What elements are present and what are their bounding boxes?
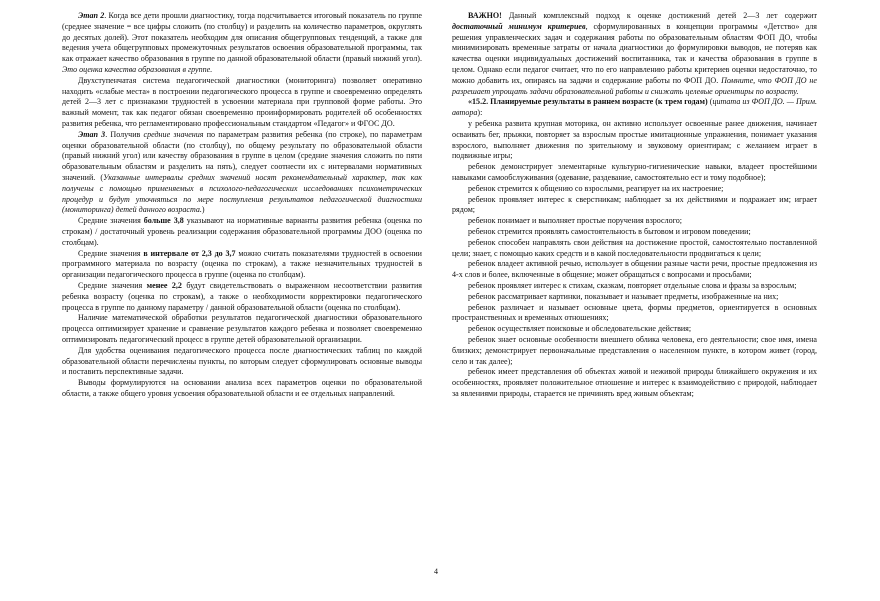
left-text: . Когда все дети прошли диагностику, тогда подсчитывается итоговый показатель по группе (среднее значение = все цифры сложить (по столбцу) и разделить на количество параметров, округлять до десятых долей). Этот показатель необходим для описания общегрупповых тенденций, а также для ведения учета общегрупповых промежуточных результатов освоения образовательной программы, так как отражает качество образования в группе по данной образовательной области (правый нижний угол). <box>62 11 422 64</box>
right-paragraph <box>452 335 817 367</box>
left-text: Средние значения <box>78 280 147 290</box>
left-emphasis: Это оценка качества образования в группе. <box>62 64 213 74</box>
right-text: ребенок понимает и выполняет простые поручения взрослого; <box>468 216 682 226</box>
left-text: по параметрам развития ребенка (по строке), по параметрам оценки образовательной области (по столбцу), по общему результату по образовательной области (правый нижний угол) или качеству образования в группе в целом (средние значения сложить по пяти образовательным областям и разделить на пять), следует соотнести их с интервалами нормативных значений. ( <box>62 129 422 182</box>
left-emphasis: средние значения <box>143 129 204 139</box>
left-paragraph <box>62 313 422 345</box>
right-text: ребенок демонстрирует элементарные культурно-гигиенические навыки, владеет простейшими навыками самообслуживания (одевание, раздевание, самостоятельно ест и тому подобное); <box>452 162 817 182</box>
left-text: Наличие математической обработки результатов педагогической диагностики образовательного процесса оптимизирует хранение и сравнение результатов каждого ребенка и позволяет своевременно оптимизировать педагогический процесс в группе детей образовательной организации. <box>62 313 422 344</box>
left-emphasis: в интервале от 2,3 до 3,7 <box>143 248 236 258</box>
right-paragraph <box>452 303 817 325</box>
right-text: ребенок владеет активной речью, использует в общении разные части речи, простые предложения из 4-х слов и более, включенные в общение; может обращаться с вопросами и просьбами; <box>452 259 817 280</box>
right-text: ): <box>477 108 483 118</box>
right-paragraph <box>452 184 817 195</box>
right-text: ребенок рассматривает картинки, показывает и называет предметы, изображенные на них; <box>468 291 779 301</box>
left-text: Для удобства оценивания педагогического процесса после диагностических таблиц по каждой образовательной области перечислены пункты, по которым следует сформулировать основные выводы и поставить перспективные задачи. <box>62 345 422 377</box>
left-paragraph <box>62 346 422 378</box>
right-emphasis: ВАЖНО! <box>468 11 502 20</box>
right-paragraph <box>452 195 817 217</box>
left-text: ) <box>201 205 205 215</box>
right-text: ребенок стремится проявлять самостоятельность в бытовом и игровом поведении; <box>468 226 751 236</box>
right-paragraph <box>452 119 817 162</box>
right-text: , сформулированных в концепции программы «Детство» для решения управленческих задач и содержания работы по образовательным областям ФОП ДО, чтобы минимизировать временные затраты от начала диагностики до формулировки выводов, не потеряв как качества оценки индивидуальных достижений воспитанника, так и качества образования в группе в целом. Однако если педагог считает, что по его направлению работы критериев оценки недостаточно, то можно добавить их, опираясь на задачи и содержание работы по ФОП ДО. <box>452 21 818 85</box>
right-column <box>452 11 817 400</box>
left-text: указывают на нормативные варианты развития ребенка (оценка по строкам) / достаточный уровень реализации содержания образовательной программы ДОО (оценка по столбцам). <box>62 216 422 247</box>
left-text: Средние значения <box>78 216 144 226</box>
right-paragraph <box>452 11 817 97</box>
right-paragraph <box>452 216 817 227</box>
page-number: 4 <box>434 567 438 576</box>
right-paragraph <box>452 292 817 303</box>
right-text: ребенок проявляет интерес к стихам, сказкам, повторяет отдельные слова и фразы за взрослым; <box>468 280 797 290</box>
left-text: . Получив <box>105 129 144 139</box>
right-paragraph <box>452 97 817 119</box>
left-text: Выводы формулируются на основании анализа всех параметров оценки по образовательной области, а также общего уровня усвоения образовательной области и ее отдельных направлений. <box>62 378 422 398</box>
right-text: у ребенка развита крупная моторика, он активно использует освоенные ранее движения, начинает осваивать бег, прыжки, повторяет за взрослым простые имитационные упражнения, понимает указания взрослого, выполняет движения по зрительному и звуковому ориентирам; с желанием играет в подвижные игры; <box>452 118 817 161</box>
left-paragraph <box>62 130 422 216</box>
right-text: ребенок осуществляет поисковые и обследовательские действия; <box>468 324 692 334</box>
left-text: можно считать показателями трудностей в освоении программного материала по возрасту (оценка по строкам), а также незначительных трудностей в организации педагогического процесса в группе (оценка по столбцам). <box>62 248 422 280</box>
left-text: Средние значения <box>78 248 144 258</box>
right-text: ребенок имеет представления об объектах живой и неживой природы ближайшего окружения и их особенностях, проявляет положительное отношение и интерес к взаимодействию с природой, наблюдает за явлениями природы, старается не причинять вред живым объектам; <box>452 367 817 398</box>
right-text: ( <box>707 97 713 107</box>
right-text: ребенок стремится к общению со взрослыми, реагирует на их настроение; <box>468 183 724 193</box>
left-paragraph <box>62 378 422 400</box>
right-paragraph <box>452 367 817 399</box>
right-paragraph <box>452 162 817 184</box>
right-text: ребенок знает основные особенности внешнего облика человека, его деятельности; свое имя, имена близких; демонстрирует первоначальные представления о населенном пункте, в котором живет (город, село и так далее); <box>452 334 817 366</box>
left-paragraph <box>62 249 422 281</box>
right-paragraph <box>452 227 817 238</box>
right-emphasis: цитата из ФОП ДО. — Прим. автора <box>452 97 817 118</box>
left-paragraph <box>62 76 422 130</box>
left-text: Двухступенчатая система педагогической диагностики (мониторинга) позволяет оперативно находить «слабые места» в построении педагогического процесса в группе и своевременно определять детей 2—3 лет с признаками трудностей в усвоении материала при групповой форме работы. Это важный момент, так как педагог обязан своевременно проинформировать родителей об особенностях развития ребенка, что регламентировано профессиональным стандартом «Педагог» и ФГОС ДО. <box>62 75 422 128</box>
right-emphasis: Помните, что ФОП ДО не разрешает упрощать задачи образовательной работы и снижать целевые ориентиры по возрасту. <box>452 75 817 96</box>
right-text: ребенок способен направлять свои действия на достижение простой, самостоятельно поставленной цели; знает, с помощью каких средств и в какой последовательности продвигаться к цели; <box>452 237 817 258</box>
left-emphasis: Этап 3 <box>78 129 106 139</box>
left-column <box>62 11 422 400</box>
right-text: Данный комплексный подход к оценке достижений детей 2—3 лет содержит <box>501 11 817 20</box>
left-emphasis: менее 2,2 <box>146 280 182 290</box>
right-paragraph <box>452 259 817 281</box>
left-emphasis: Этап 2 <box>78 11 105 20</box>
left-emphasis: Указанные интервалы средних значений носят рекомендательный характер, так как получены с помощью применяемых в психолого-педагогических исследованиях психометрических процедур и будут уточняться по мере поступления результатов педагогической диагностики (мониторинга) детей данного возраста. <box>62 172 422 215</box>
right-text: ребенок проявляет интерес к сверстникам; наблюдает за их действиями и подражает им; играет рядом; <box>452 194 817 215</box>
right-emphasis: «15.2. Планируемые результаты в раннем возрасте (к трем годам) <box>468 97 708 107</box>
left-paragraph <box>62 11 422 76</box>
right-text: ребенок различает и называет основные цвета, формы предметов, ориентируется в основных пространственных и временных отношениях; <box>452 302 817 323</box>
right-paragraph <box>452 281 817 292</box>
left-emphasis: больше 3,8 <box>143 216 184 226</box>
right-paragraph <box>452 238 817 260</box>
left-text: будут свидетельствовать о выраженном несоответствии развития ребенка возрасту (оценка по строкам), а также о необходимости корректировки педагогического процесса в группе по данному параметру / данной образовательной области (оценка по столбцам). <box>62 280 422 312</box>
left-paragraph <box>62 216 422 248</box>
right-emphasis: достаточный минимум критериев <box>452 21 586 31</box>
right-paragraph <box>452 324 817 335</box>
left-paragraph <box>62 281 422 313</box>
